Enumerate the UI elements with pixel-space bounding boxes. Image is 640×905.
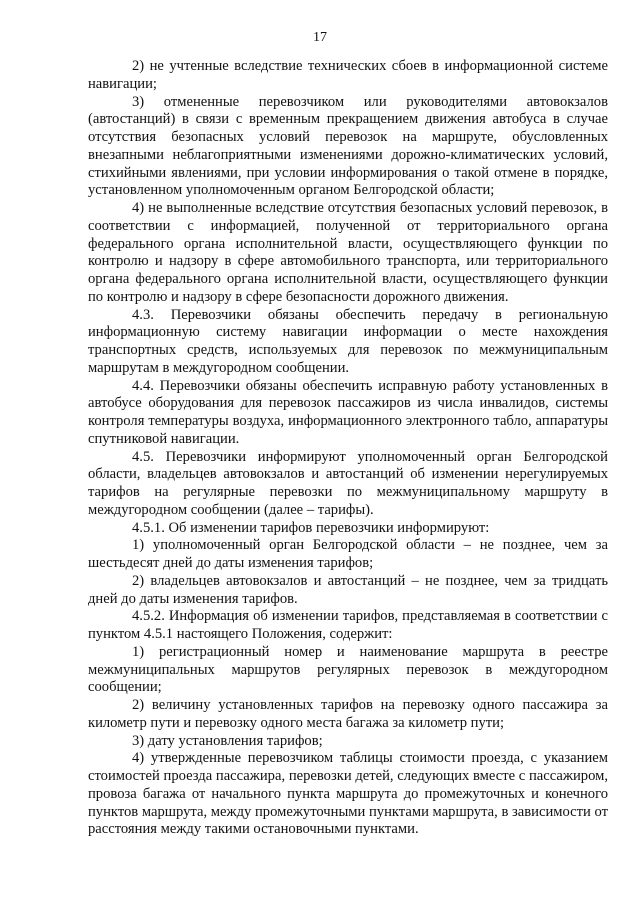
document-body [88, 58, 608, 839]
paragraph-4-5: 4.5. Перевозчики информируют уполномоченный орган Белгородской области, владельцев автовокзалов и автостанций об изменении нерегулируемых тарифов на регулярные перевозки по межмуниципальному маршруту в междугородном сообщении (далее – тарифы). [88, 448, 608, 518]
paragraph-4-5-1-item-2: 2) владельцев автовокзалов и автостанций – не позднее, чем за тридцать дней до даты изменения тарифов. [88, 572, 608, 607]
paragraph-4-5-1-item-1: 1) уполномоченный орган Белгородской области – не позднее, чем за шестьдесят дней до даты изменения тарифов; [88, 537, 608, 571]
page-number: 17 [313, 30, 327, 45]
paragraph-item-4-not-performed: 4) не выполненные вследствие отсутствия безопасных условий перевозок, в соответствии с информацией, полученной от территориального органа федерального органа исполнительной власти, осуществляющего функции по контролю и надзору в сфере автомобильного транспорта, или территориального органа федерального органа исполнительной власти, осуществляющего функции по контролю и надзору в сфере безопасности дорожного движения. [88, 200, 608, 305]
paragraph-4-5-2: 4.5.2. Информация об изменении тарифов, представляемая в соответствии с пунктом 4.5.1 настоящего Положения, содержит: [88, 608, 608, 642]
paragraph-4-4: 4.4. Перевозчики обязаны обеспечить исправную работу установленных в автобусе оборудования для перевозок пассажиров из числа инвалидов, системы контроля температуры воздуха, информационного электронного табло, аппаратуры спутниковой навигации. [88, 377, 608, 447]
paragraph-4-5-2-item-2: 2) величину установленных тарифов на перевозку одного пассажира за километр пути и перевозку одного места багажа за километр пути; [88, 697, 608, 731]
paragraph-4-5-2-item-3: 3) дату установления тарифов; [132, 732, 323, 749]
paragraph-4-3: 4.3. Перевозчики обязаны обеспечить передачу в региональную информационную систему навигации информации о месте нахождения транспортных средств, используемых для перевозок по межмуниципальным маршрутам в междугородном сообщении. [88, 306, 608, 376]
paragraph-4-5-2-item-4: 4) утвержденные перевозчиком таблицы стоимости проезда, с указанием стоимостей проезда пассажира, перевозки детей, следующих вместе с пассажиром, провоза багажа от начального пункта маршрута до промежуточных и конечного пунктов маршрута, между промежуточными пунктами маршрута, в зависимости от расстояния между такими остановочными пунктами. [88, 750, 608, 838]
paragraph-4-5-1: 4.5.1. Об изменении тарифов перевозчики информируют: [132, 519, 490, 536]
paragraph-item-2-technical-failures: 2) не учтенные вследствие технических сбоев в информационной системе навигации; [88, 58, 608, 92]
paragraph-item-3-cancelled-by-carrier: 3) отмененные перевозчиком или руководителями автовокзалов (автостанций) в связи с временным прекращением движения автобуса в случае отсутствия безопасных условий перевозок на маршруте, обусловленных внезапными неблагоприятными изменениями дорожно-климатических условий, стихийными явлениями, при условии информирования о такой отмене в порядке, установленном уполномоченным органом Белгородской области; [88, 93, 608, 199]
paragraph-4-5-2-item-1: 1) регистрационный номер и наименование маршрута в реестре межмуниципальных маршрутов регулярных перевозок в междугородном сообщении; [88, 643, 608, 696]
